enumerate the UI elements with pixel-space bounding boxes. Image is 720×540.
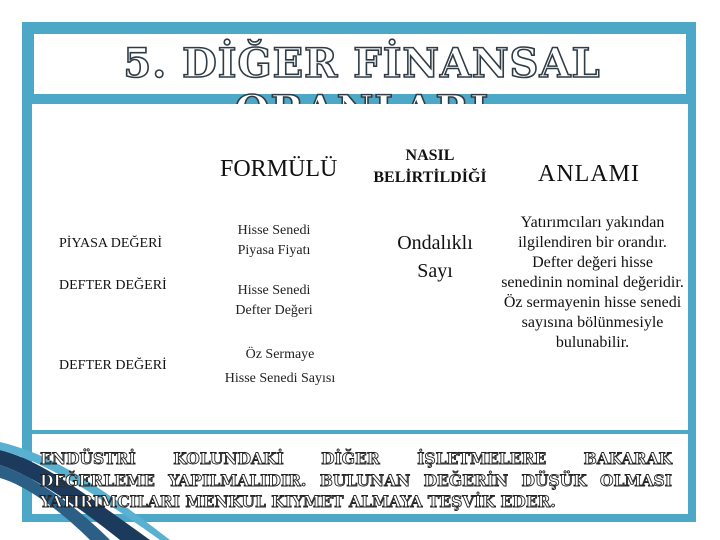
formula-book-value <box>204 281 344 321</box>
footer-line1: ENDÜSTRİ KOLUNDAKİ DİĞER İŞLETMELERE BAKARAK <box>40 449 672 468</box>
row-label-market-value: PİYASA DEĞERİ <box>59 236 163 251</box>
formula-denominator: Defter Değeri <box>235 303 313 318</box>
footer-line2: DEĞERLEME YAPILMALIDIR. BULUNAN DEĞERİN DÜŞÜK OLMASI <box>40 470 672 490</box>
formula-equity-per-share <box>210 345 350 389</box>
formula-numerator: Hisse Senedi <box>237 223 311 238</box>
expressed-line2: Sayı <box>417 260 453 282</box>
expressed-as <box>370 229 500 285</box>
header-how-line2: BELİRTİLDİĞİ <box>373 169 487 186</box>
header-formula: FORMÜLÜ <box>220 156 338 182</box>
meaning-text: Yatırımcıları yakından ilgilendiren bir orandır. Defter değeri hisse senedinin nominal değeridir. Öz sermayenin hisse senedi sayısına bölünmesiyle bulunabilir. <box>501 214 684 351</box>
formula-numerator: Öz Sermaye <box>245 347 315 362</box>
header-how-expressed <box>360 145 500 189</box>
formula-denominator: Hisse Senedi Sayısı <box>224 371 336 386</box>
formula-denominator: Piyasa Fiyatı <box>237 243 311 258</box>
expressed-line1: Ondalıklı <box>397 232 473 254</box>
footer-line3: YATIRIMCILARI MENKUL KIYMET ALMAYA TEŞVİK EDER. <box>40 492 556 511</box>
footer-statement <box>40 448 672 513</box>
slide-title: 5. DİĞER FİNANSAL <box>123 40 601 87</box>
row-label-book-value-2: DEFTER DEĞERİ <box>59 358 167 373</box>
formula-market-value <box>204 221 344 261</box>
row-label-book-value: DEFTER DEĞERİ <box>59 278 167 293</box>
formula-numerator: Hisse Senedi <box>237 283 311 298</box>
title-box <box>32 32 688 96</box>
header-meaning: ANLAMI <box>538 161 640 187</box>
header-how-line1: NASIL <box>405 147 455 164</box>
